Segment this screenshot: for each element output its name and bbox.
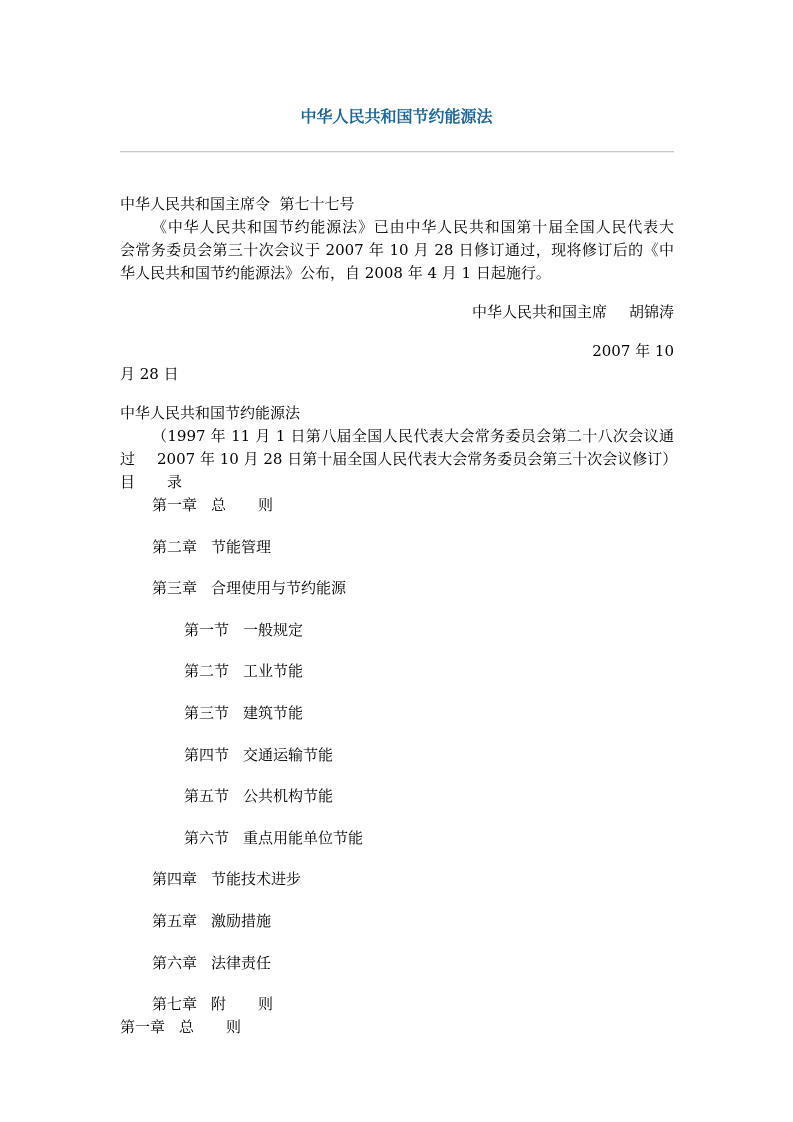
toc-item-title: 节能技术进步 xyxy=(211,870,302,889)
toc-item xyxy=(120,702,674,744)
toc-item-title: 建筑节能 xyxy=(243,703,304,722)
toc-item-title: 合理使用与节约能源 xyxy=(211,579,347,598)
toc-item-number: 第七章 xyxy=(152,995,198,1014)
chapter-heading xyxy=(120,1016,674,1039)
toc-item-title-end: 则 xyxy=(258,995,274,1014)
toc-item-title: 一般规定 xyxy=(243,620,304,639)
toc-item-number: 第六节 xyxy=(184,828,230,847)
toc-item-title: 法律责任 xyxy=(211,953,272,972)
chapter-title-a: 总 xyxy=(179,1018,195,1037)
toc-item xyxy=(120,494,674,536)
date-line-1: 2007 年 10 xyxy=(592,342,674,360)
toc-item-number: 第二节 xyxy=(184,662,230,681)
toc-item-number: 第四节 xyxy=(184,745,230,764)
toc-item-title: 激励措施 xyxy=(211,911,272,930)
announcement-line-3: 华人民共和国节约能源法》公布，自 2008 年 4 月 1 日起施行。 xyxy=(120,264,551,282)
history-line-1: （1997 年 11 月 1 日第八届全国人民代表大会常务委员会第二十八次会议通 xyxy=(152,427,674,445)
order-line: 中华人民共和国主席令 第七十七号 xyxy=(120,195,355,213)
toc-item-title: 附 xyxy=(211,995,227,1014)
toc-item-number: 第一节 xyxy=(184,620,230,639)
toc-item-title: 节能管理 xyxy=(211,537,272,556)
chapter-title-b: 则 xyxy=(226,1018,242,1037)
announcement-line-2: 会常务委员会第三十次会议于 2007 年 10 月 28 日修订通过，现将修订后的《中 xyxy=(120,241,674,259)
document-body xyxy=(120,193,678,1039)
toc-item-number: 第五章 xyxy=(152,911,198,930)
toc-item xyxy=(120,827,674,869)
toc-heading-b: 录 xyxy=(167,473,183,491)
toc-item xyxy=(120,952,674,994)
toc-item xyxy=(120,536,674,578)
toc-item xyxy=(120,619,674,661)
date-line-2: 月 28 日 xyxy=(120,365,179,383)
toc-item xyxy=(120,660,674,702)
table-of-contents xyxy=(120,494,674,1016)
toc-item-number: 第五节 xyxy=(184,787,230,806)
history-line-2-prefix: 过 xyxy=(120,450,136,468)
history-line-2 xyxy=(120,448,678,471)
announcement-line-1: 《中华人民共和国节约能源法》已由中华人民共和国第十届全国人民代表大 xyxy=(152,218,674,236)
law-name: 中华人民共和国节约能源法 xyxy=(120,404,301,422)
toc-item-number: 第一章 xyxy=(152,496,198,514)
toc-item-number: 第三节 xyxy=(184,703,230,722)
toc-item-number: 第二章 xyxy=(152,537,198,556)
toc-heading xyxy=(120,471,674,494)
signature-role: 中华人民共和国主席 xyxy=(471,303,607,321)
toc-item-title: 总 xyxy=(211,496,227,514)
toc-item xyxy=(120,910,674,952)
toc-item-number: 第四章 xyxy=(152,870,198,889)
toc-item xyxy=(120,744,674,786)
toc-item-title: 重点用能单位节能 xyxy=(243,828,364,847)
toc-item-title: 工业节能 xyxy=(243,662,304,681)
toc-item-title-end: 则 xyxy=(258,496,274,514)
toc-item xyxy=(120,785,674,827)
title-divider xyxy=(120,151,674,153)
signature-name: 胡锦涛 xyxy=(628,303,674,321)
history-line-2-text: 2007 年 10 月 28 日第十届全国人民代表大会常务委员会第三十次会议修订） xyxy=(157,450,678,468)
document-title: 中华人民共和国节约能源法 xyxy=(300,107,493,126)
signature-line xyxy=(120,301,674,324)
toc-heading-a: 目 xyxy=(120,473,136,491)
toc-item-number: 第三章 xyxy=(152,579,198,598)
toc-item xyxy=(120,993,674,1016)
toc-item-title: 公共机构节能 xyxy=(243,787,334,806)
toc-item-title: 交通运输节能 xyxy=(243,745,334,764)
toc-item-number: 第六章 xyxy=(152,953,198,972)
toc-item xyxy=(120,868,674,910)
toc-item xyxy=(120,577,674,619)
chapter-number: 第一章 xyxy=(120,1018,166,1037)
